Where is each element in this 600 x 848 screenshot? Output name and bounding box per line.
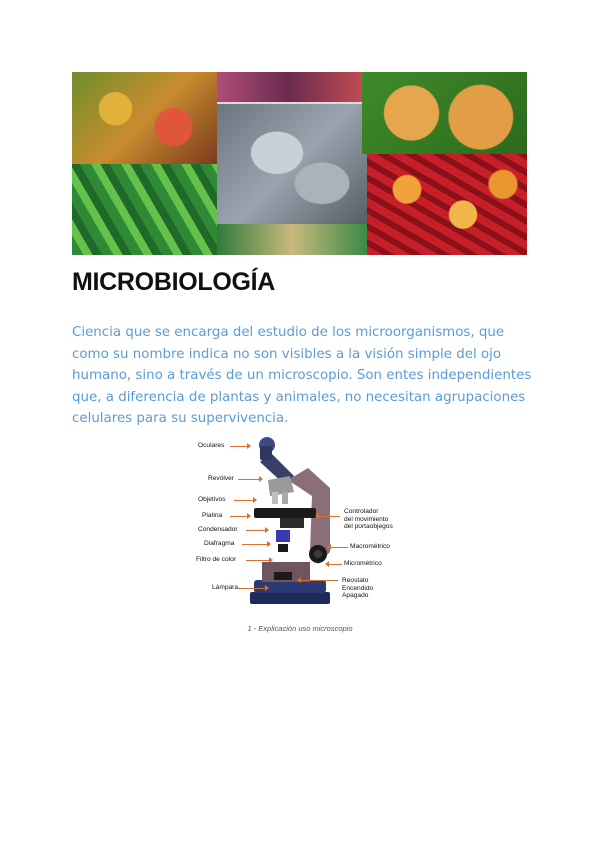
arrow-objetivos	[234, 500, 254, 501]
arrow-platina	[230, 516, 248, 517]
label-diafragma: Diafragma	[204, 540, 235, 547]
figure-caption: 1 - Explicación uso microscopio	[247, 624, 353, 633]
arrow-diafragma	[242, 544, 268, 545]
label-reostato-line-3: Apagado	[342, 592, 369, 599]
label-macrometrico: Macrométrico	[350, 543, 390, 550]
banner-tile-orange-cocci	[362, 72, 527, 154]
intro-paragraph: Ciencia que se encarga del estudio de los microorganismos, que como su nombre indica no son visibles a la visión simple del ojo humano, sino a través de un microscopio. Son entes independientes que, a diferencia de plantas y animales, no necesitan agrupaciones celulares para su supervivencia.	[72, 325, 532, 426]
banner-tile-pink	[217, 72, 362, 102]
banner-tile-bacilli	[72, 72, 217, 164]
label-platina: Platina	[202, 512, 223, 519]
arrow-oculares	[230, 446, 248, 447]
label-controlador-line-1: Controlador	[344, 508, 379, 515]
label-controlador-line-3: del portaobjegos	[344, 523, 393, 530]
label-oculares: Oculares	[198, 442, 225, 449]
label-condensador: Condensador	[198, 526, 238, 533]
arrow-condensador	[246, 530, 266, 531]
banner-tile-green-bottom	[217, 224, 367, 255]
arrow-revolver	[238, 479, 260, 480]
microorganisms-banner-image	[72, 72, 527, 255]
microscope-diagram	[190, 432, 410, 614]
label-objetivos: Objetivos	[198, 496, 226, 503]
banner-tile-sem-bacteria	[217, 102, 367, 226]
arrow-controlador	[318, 516, 340, 517]
label-lampara: Lámpara	[212, 584, 239, 591]
label-controlador-line-2: del movimiento	[344, 515, 389, 523]
banner-tile-green-bacteria	[72, 164, 217, 255]
arrow-lampara	[238, 588, 266, 589]
label-reostato-line-1: Reostato	[342, 577, 369, 584]
arrow-micrometrico	[328, 564, 342, 565]
page-title: MICROBIOLOGÍA	[72, 268, 276, 296]
arrow-reostato	[300, 580, 338, 581]
label-reostato-line-2: Encendido	[342, 584, 374, 592]
label-micrometrico: Micrométrico	[344, 560, 382, 567]
banner-tile-red-bacilli	[367, 154, 527, 255]
label-controlador	[344, 508, 393, 531]
label-filtro-de-color: Filtro de color	[196, 556, 236, 563]
arrow-macrometrico	[330, 547, 348, 548]
label-revolver: Revólver	[208, 475, 235, 482]
arrow-filtro-de-color	[246, 560, 270, 561]
label-reostato	[342, 577, 373, 600]
